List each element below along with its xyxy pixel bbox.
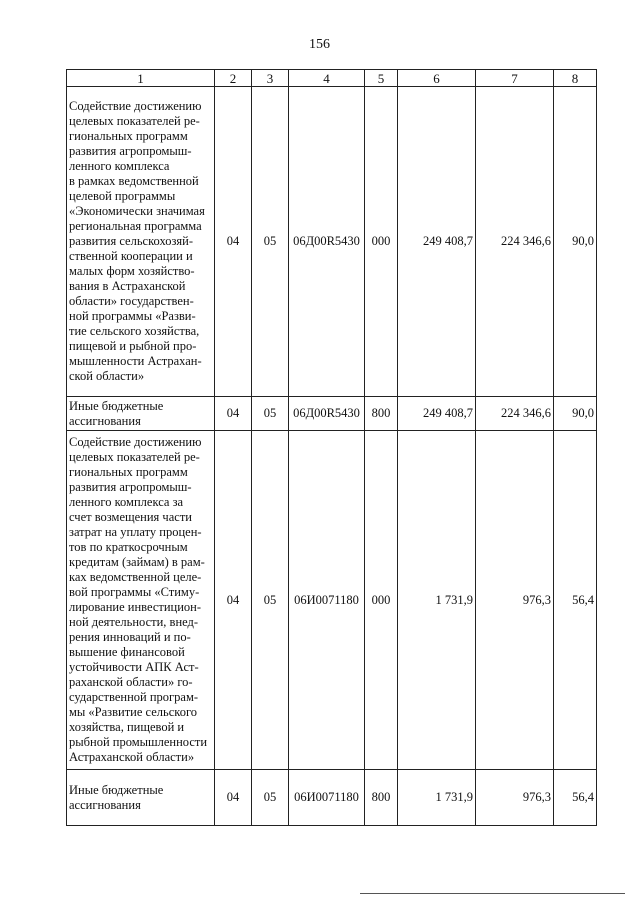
execution-percent-cell: 56,4 xyxy=(554,431,597,770)
description-line: мышленности Астрахан- xyxy=(69,354,202,368)
description-line: ной программы «Разви- xyxy=(69,309,196,323)
description-line: устойчивости АПК Аст- xyxy=(69,660,199,674)
description-line: Содействие достижению xyxy=(69,99,202,113)
table-row xyxy=(67,87,597,397)
description-line: вания в Астраханской xyxy=(69,279,186,293)
description-line: гиональных программ xyxy=(69,129,188,143)
description-cell xyxy=(67,770,215,826)
target-article-cell: 06И0071180 xyxy=(289,431,365,770)
header-cell: 8 xyxy=(554,70,597,87)
description-line: Содействие достижению xyxy=(69,435,202,449)
description-line: мы «Развитие сельского xyxy=(69,705,198,719)
description-line: хозяйства, пищевой и xyxy=(69,720,185,734)
description-line: ной деятельности, внед- xyxy=(69,615,199,629)
description-line: целевой программы xyxy=(69,189,176,203)
description-line: вой программы «Стиму- xyxy=(69,585,200,599)
header-cell: 3 xyxy=(252,70,289,87)
description-line: Астраханской области» xyxy=(69,750,195,764)
budget-subsection-cell: 05 xyxy=(252,87,289,397)
header-cell: 6 xyxy=(398,70,476,87)
planned-amount-cell: 249 408,7 xyxy=(398,87,476,397)
description-line: пищевой и рыбной про- xyxy=(69,339,197,353)
executed-amount-cell: 224 346,6 xyxy=(476,87,554,397)
description-line: «Экономически значимая xyxy=(69,204,205,218)
description-line: целевых показателей ре- xyxy=(69,450,200,464)
description-cell xyxy=(67,397,215,431)
target-article-cell: 06И0071180 xyxy=(289,770,365,826)
table-row xyxy=(67,397,597,431)
description-line: затрат на уплату процен- xyxy=(69,525,202,539)
description-line: в рамках ведомственной xyxy=(69,174,199,188)
description-line: области» государствен- xyxy=(69,294,194,308)
description-line: региональная программа xyxy=(69,219,202,233)
budget-table xyxy=(66,69,597,826)
header-cell: 2 xyxy=(215,70,252,87)
execution-percent-cell: 90,0 xyxy=(554,87,597,397)
description-line: развития агропромыш- xyxy=(69,144,192,158)
planned-amount-cell: 1 731,9 xyxy=(398,431,476,770)
header-cell: 4 xyxy=(289,70,365,87)
description-cell xyxy=(67,431,215,770)
planned-amount-cell: 1 731,9 xyxy=(398,770,476,826)
description-line: раханской области» го- xyxy=(69,675,193,689)
footer-rule xyxy=(360,893,625,894)
budget-section-cell: 04 xyxy=(215,770,252,826)
description-line: малых форм хозяйство- xyxy=(69,264,195,278)
header-cell: 1 xyxy=(67,70,215,87)
planned-amount-cell: 249 408,7 xyxy=(398,397,476,431)
execution-percent-cell: 90,0 xyxy=(554,397,597,431)
description-line: вышение финансовой xyxy=(69,645,185,659)
description-line: рыбной промышленности xyxy=(69,735,208,749)
header-cell: 7 xyxy=(476,70,554,87)
budget-section-cell: 04 xyxy=(215,397,252,431)
executed-amount-cell: 224 346,6 xyxy=(476,397,554,431)
description-line: счет возмещения части xyxy=(69,510,192,524)
expense-type-cell: 800 xyxy=(365,397,398,431)
executed-amount-cell: 976,3 xyxy=(476,770,554,826)
description-line: ленного комплекса за xyxy=(69,495,184,509)
expense-type-cell: 800 xyxy=(365,770,398,826)
description-line: кредитам (займам) в рам- xyxy=(69,555,205,569)
description-line: целевых показателей ре- xyxy=(69,114,200,128)
table-row xyxy=(67,431,597,770)
description-line: гиональных программ xyxy=(69,465,188,479)
description-line: тие сельского хозяйства, xyxy=(69,324,200,338)
budget-section-cell: 04 xyxy=(215,87,252,397)
page-number: 156 xyxy=(309,37,330,52)
executed-amount-cell: 976,3 xyxy=(476,431,554,770)
expense-type-cell: 000 xyxy=(365,431,398,770)
description-line: ленного комплекса xyxy=(69,159,170,173)
description-line: тов по краткосрочным xyxy=(69,540,188,554)
description-line: развития сельскохозяй- xyxy=(69,234,194,248)
execution-percent-cell: 56,4 xyxy=(554,770,597,826)
description-line: ской области» xyxy=(69,369,145,383)
header-cell: 5 xyxy=(365,70,398,87)
description-line: ственной кооперации и xyxy=(69,249,193,263)
table-row xyxy=(67,770,597,826)
expense-type-cell: 000 xyxy=(365,87,398,397)
description-cell xyxy=(67,87,215,397)
header-row xyxy=(67,70,597,87)
description-line: лирование инвестицион- xyxy=(69,600,202,614)
description-line: ассигнования xyxy=(69,413,141,428)
target-article-cell: 06Д00R5430 xyxy=(289,397,365,431)
budget-subsection-cell: 05 xyxy=(252,431,289,770)
description-line: Иные бюджетные xyxy=(69,782,164,797)
target-article-cell: 06Д00R5430 xyxy=(289,87,365,397)
description-line: сударственной програм- xyxy=(69,690,199,704)
description-line: ассигнования xyxy=(69,797,141,812)
budget-section-cell: 04 xyxy=(215,431,252,770)
description-line: Иные бюджетные xyxy=(69,398,164,413)
description-line: ках ведомственной целе- xyxy=(69,570,202,584)
budget-subsection-cell: 05 xyxy=(252,397,289,431)
budget-subsection-cell: 05 xyxy=(252,770,289,826)
description-line: развития агропромыш- xyxy=(69,480,192,494)
description-line: рения инноваций и по- xyxy=(69,630,191,644)
